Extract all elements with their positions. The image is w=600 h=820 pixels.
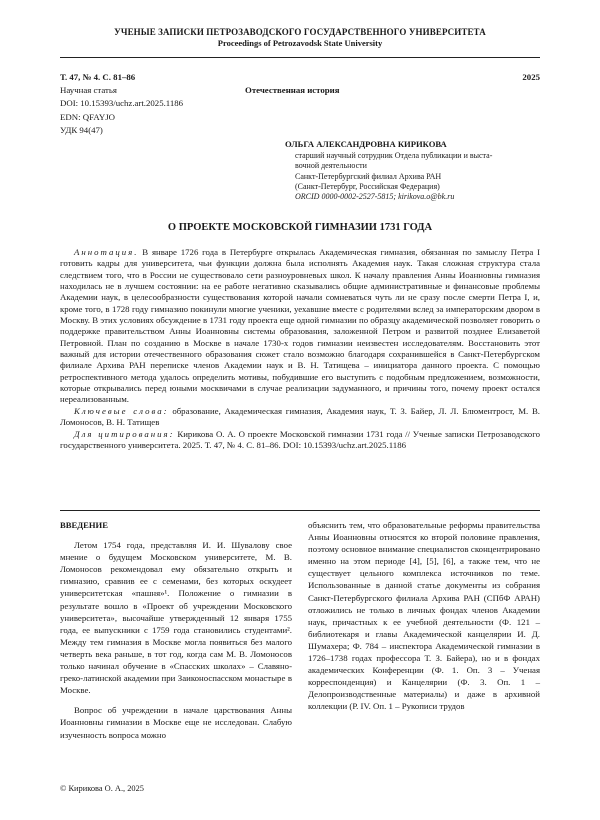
keywords-paragraph	[60, 406, 540, 429]
journal-title-en: Proceedings of Petrozavodsk State University	[217, 38, 383, 48]
doi: DOI: 10.15393/uchz.art.2025.1186	[60, 98, 184, 109]
journal-title-ru: УЧЕНЫЕ ЗАПИСКИ ПЕТРОЗАВОДСКОГО ГОСУДАРСТВЕННОГО УНИВЕРСИТЕТА	[114, 27, 486, 37]
edn: EDN: QFAYJO	[60, 111, 115, 122]
header-divider	[60, 57, 540, 58]
section-name: Отечественная история	[245, 85, 340, 95]
keywords-text: образование, Академическая гимназия, Академия наук, Т. З. Байер, Л. Л. Блюментрост, М. В. Ломоносов, В. Н. Татищев	[60, 405, 541, 428]
abstract-divider	[60, 510, 540, 511]
abstract-text: В январе 1726 года в Петербурге открылась Академическая гимназия, обязанная по замыслу Петра I готовить кадры для университета, чьи функции должна была исполнять Академия наук. Такая сложная структура стала следствием того, что в России не существовало сети разноуровневых школ. К началу правления Анны Иоанновны гимназия находилась не в лучшем состоянии: на ее работе негативно сказывались общие административные и финансовые проблемы Академии наук, в целесообразности существования которой начали сомневаться чуть ли не сразу после смерти Петра I, и, кроме того, в 1728 году гимназию покинули многие ученики, уехавшие вместе с родителями вслед за императорским двором в Москву. В этих условиях обсуждение в 1731 году проекта еще одной гимназии по образцу академической позволяет говорить о поддержке правительством Анны Иоанновны системы образования, заложенной Петром и развитой позднее Елизаветой Петровной. План по созданию в Москве в начале 1730-х годов гимназии неизвестен исследователям. Восстановить этот важный для истории отечественного образования сюжет стало возможно благодаря сохранившейся в Санкт-Петербургском филиале Архива РАН переписке членов Академии наук и В. Н. Татищева – инициатора данного проекта. С помощью ретроспективного метода удалось определить мотивы, побудившие его выступить с подобным предложением, возможности, которые открывались перед юными москвичами в случае реализации задуманного, и причины того, почему проект остался нереализованным.	[60, 247, 540, 405]
journal-header	[0, 27, 600, 48]
keywords-label: Ключевые слова:	[74, 405, 169, 416]
author-name: ОЛЬГА АЛЕКСАНДРОВНА КИРИКОВА	[285, 139, 447, 149]
body-paragraph: Вопрос об учреждении в начале царствования Анны Иоанновны гимназии в Москве еще не исследован. Слабую изученность вопроса можно	[60, 705, 292, 740]
author-block	[285, 139, 540, 202]
section-heading: ВВЕДЕНИЕ	[60, 520, 108, 530]
author-location: (Санкт-Петербург, Российская Федерация)	[295, 181, 440, 191]
citation-paragraph	[60, 429, 540, 452]
citation-text: Кирикова О. А. О проекте Московской гимназии 1731 года // Ученые записки Петрозаводского государственного университета. 2025. Т. 47, № 4. С. 81–86. DOI: 10.15393/uchz.art.2025.1186	[60, 428, 540, 450]
abstract-label: Аннотация.	[74, 247, 139, 257]
article-title: О ПРОЕКТЕ МОСКОВСКОЙ ГИМНАЗИИ 1731 ГОДА	[167, 222, 433, 233]
issue-year: 2025	[522, 72, 540, 82]
body-paragraph: объяснить тем, что образовательные реформы правительства Анны Иоанновны относятся ко второй половине правления, поэтому основное внимание специалистов сконцентрировано именно на этом периоде [4], [5], [6], а также тем, что не существует цельного комплекса источников по теме. Использованные в данной статье документы из собрания Санкт-Петербургского филиала Архива РАН (СПбФ АРАН) отложились не только в личных фондах членов Академии наук, причастных к ее учебной деятельности (Ф. 121 – библиотекаря и главы Академической канцелярии И. Д. Шумахера; Ф. 784 – инспектора Академической гимназии в 1726–1738 годах профессора Т. З. Байера), но и в фондах академических Конференции (Ф. 1. Оп. 3 – Ученая корреспонденция) и Канцелярии (Ф. 3. Оп. 1 – Делопроизводственные материалы) и даже в архивной коллекции (Р. IV. Оп. 1 – Рукописи трудов	[308, 520, 540, 712]
abstract-block	[60, 247, 540, 451]
author-position-2: вочной деятельности	[295, 161, 367, 171]
abstract-paragraph	[60, 247, 540, 406]
author-affiliation: Санкт-Петербургский филиал Архива РАН	[295, 171, 442, 181]
udc: УДК 94(47)	[60, 124, 103, 135]
issue-info: Т. 47, № 4. С. 81–86	[60, 72, 136, 82]
article-type: Научная статья	[60, 85, 117, 96]
citation-label: Для цитирования:	[74, 428, 175, 439]
body-column-right	[308, 519, 540, 713]
body-paragraph: Летом 1754 года, представляя И. И. Шувалову свое мнение о будущем Московском университете, М. В. Ломоносов рекомендовал ему обязательно открыть и гимназию, сравнив ее с семенами, без которых оскудеет университетская «пашня»¹. Положение о гимназии в результате вошло в «Проект об учреждении Московского университета», высочайше утвержденный 12 января 1755 года, ее выпускники с 1759 года становились студентами². Между тем гимназия в Москве могла появиться без малого четверть века раньше, в тот год, когда сам М. В. Ломоносов только начинал обучение в «Спасских школах» – Славяно-греко-латинской академии при Заиконоспасском монастыре в Москве.	[60, 540, 292, 696]
copyright: © Кирикова О. А., 2025	[60, 784, 144, 793]
author-orcid-email: ORCID 0000-0002-2527-5815; kirikova.o@bk.ru	[295, 192, 455, 202]
author-position-1: старший научный сотрудник Отдела публикации и выста-	[295, 151, 493, 161]
article-meta	[60, 71, 540, 137]
body-column-left	[60, 519, 292, 741]
